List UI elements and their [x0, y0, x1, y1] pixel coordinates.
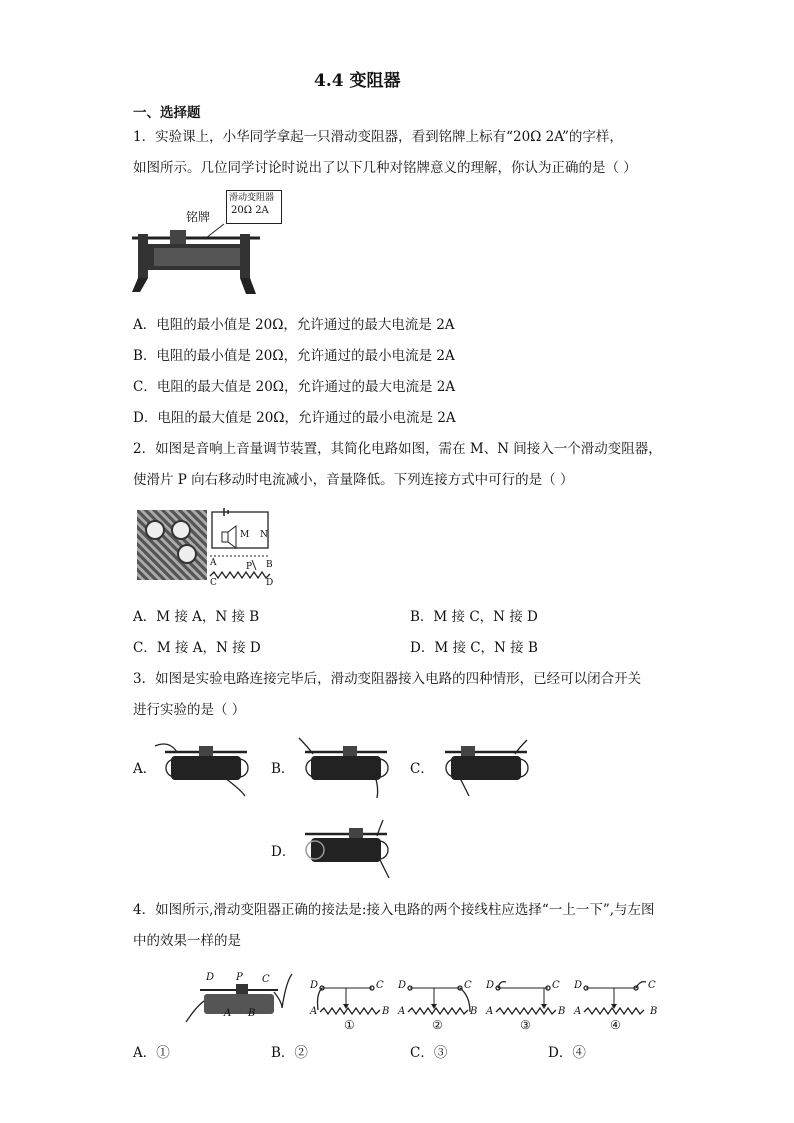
s1-letter-b: B	[382, 1006, 390, 1017]
label-p: P	[246, 562, 253, 572]
q1-stem-line1: 1．实验课上，小华同学拿起一只滑动变阻器，看到铭牌上标有“20Ω 2A”的字样，	[133, 129, 623, 145]
q4-schematic-4	[574, 980, 664, 1038]
q4-option-c: C．③	[410, 1045, 448, 1061]
q2-audio-knob-photo	[137, 510, 207, 580]
ref-letter-a: A	[224, 1008, 232, 1019]
q3-label-d: D．	[271, 844, 296, 860]
q3-stem-line2: 进行实验的是（ ）	[133, 702, 246, 718]
s3-letter-a: A	[486, 1006, 494, 1017]
q4-schematic-2	[398, 980, 482, 1038]
s1-letter-a: A	[310, 1006, 318, 1017]
label-m: M	[240, 530, 250, 540]
s1-circled-number: ①	[344, 1018, 355, 1032]
page-title: 4.4 变阻器	[314, 71, 401, 91]
label-b: B	[266, 560, 273, 570]
s2-circled-number: ②	[432, 1018, 443, 1032]
section-heading: 一、选择题	[133, 105, 201, 121]
q3-label-b: B．	[271, 761, 295, 777]
knob-2	[171, 520, 191, 540]
nameplate-line1: 滑动变阻器	[229, 193, 275, 203]
ref-letter-d: D	[206, 972, 215, 983]
q2-stem-line1: 2．如图是音响上音量调节装置，其简化电路如图，需在 M、N 间接入一个滑动变阻器，	[133, 441, 662, 457]
ref-letter-b: B	[248, 1008, 256, 1019]
s4-letter-d: D	[574, 980, 583, 991]
nameplate-label: 铭牌	[186, 210, 211, 224]
q1-option-a: A．电阻的最小值是 20Ω，允许通过的最大电流是 2A	[133, 317, 455, 333]
q3-label-a: A．	[133, 761, 157, 777]
q1-option-b: B．电阻的最小值是 20Ω，允许通过的最小电流是 2A	[133, 348, 455, 364]
s3-circled-number: ③	[520, 1018, 531, 1032]
label-a: A	[210, 558, 217, 568]
q3-label-c: C．	[410, 761, 434, 777]
circuit-lines	[208, 508, 276, 588]
s1-letter-c: C	[376, 980, 384, 991]
s4-letter-b: B	[650, 1006, 658, 1017]
s4-letter-a: A	[574, 1006, 582, 1017]
s2-letter-a: A	[398, 1006, 406, 1017]
nameplate-line2: 20Ω 2A	[231, 205, 269, 216]
s3-letter-d: D	[486, 980, 495, 991]
q1-option-c: C．电阻的最大值是 20Ω，允许通过的最大电流是 2A	[133, 379, 456, 395]
q2-stem-line2: 使滑片 P 向右移动时电流减小，音量降低。下列连接方式中可行的是（ ）	[133, 472, 574, 488]
q2-option-b: B．M 接 C，N 接 D	[410, 609, 538, 625]
s3-letter-c: C	[552, 980, 560, 991]
label-d: D	[266, 578, 274, 588]
label-c: C	[210, 578, 217, 588]
q2-option-d: D．M 接 C，N 接 B	[410, 640, 538, 656]
s2-letter-c: C	[464, 980, 472, 991]
q4-option-d: D．④	[548, 1045, 586, 1061]
q1-rheostat-figure	[130, 188, 280, 303]
q1-option-d: D．电阻的最大值是 20Ω，允许通过的最小电流是 2A	[133, 410, 456, 426]
s2-letter-b: B	[470, 1006, 478, 1017]
q3-figure-b	[295, 738, 395, 798]
q2-option-c: C．M 接 A，N 接 D	[133, 640, 261, 656]
q3-figure-d	[295, 820, 395, 880]
knob-1	[145, 520, 165, 540]
q4-schematic-1	[310, 980, 394, 1038]
s3-letter-b: B	[558, 1006, 566, 1017]
q1-stem-line2: 如图所示。几位同学讨论时说出了以下几种对铭牌意义的理解，你认为正确的是（ ）	[133, 160, 637, 176]
q2-circuit-diagram	[208, 508, 276, 588]
s2-letter-d: D	[398, 980, 407, 991]
q4-schematic-3	[486, 980, 570, 1038]
label-n: N	[260, 530, 268, 540]
ref-letter-c: C	[262, 974, 270, 985]
s4-circled-number: ④	[610, 1018, 621, 1032]
q4-stem-line1: 4．如图所示,滑动变阻器正确的接法是:接入电路的两个接线柱应选择“一上一下”,与左图	[133, 902, 655, 918]
q4-stem-line2: 中的效果一样的是	[133, 933, 241, 949]
q2-option-a: A．M 接 A，N 接 B	[133, 609, 260, 625]
rheostat-drawing	[130, 188, 280, 303]
ref-letter-p: P	[236, 972, 243, 983]
q4-reference-figure	[186, 972, 296, 1028]
q3-stem-line1: 3．如图是实验电路连接完毕后，滑动变阻器接入电路的四种情形，已经可以闭合开关	[133, 671, 642, 687]
s1-letter-d: D	[310, 980, 319, 991]
q4-option-b: B．②	[271, 1045, 308, 1061]
knob-3	[177, 544, 197, 564]
q3-figure-a	[155, 738, 255, 798]
q3-figure-c	[435, 738, 535, 798]
q4-option-a: A．①	[133, 1045, 170, 1061]
s4-letter-c: C	[648, 980, 656, 991]
